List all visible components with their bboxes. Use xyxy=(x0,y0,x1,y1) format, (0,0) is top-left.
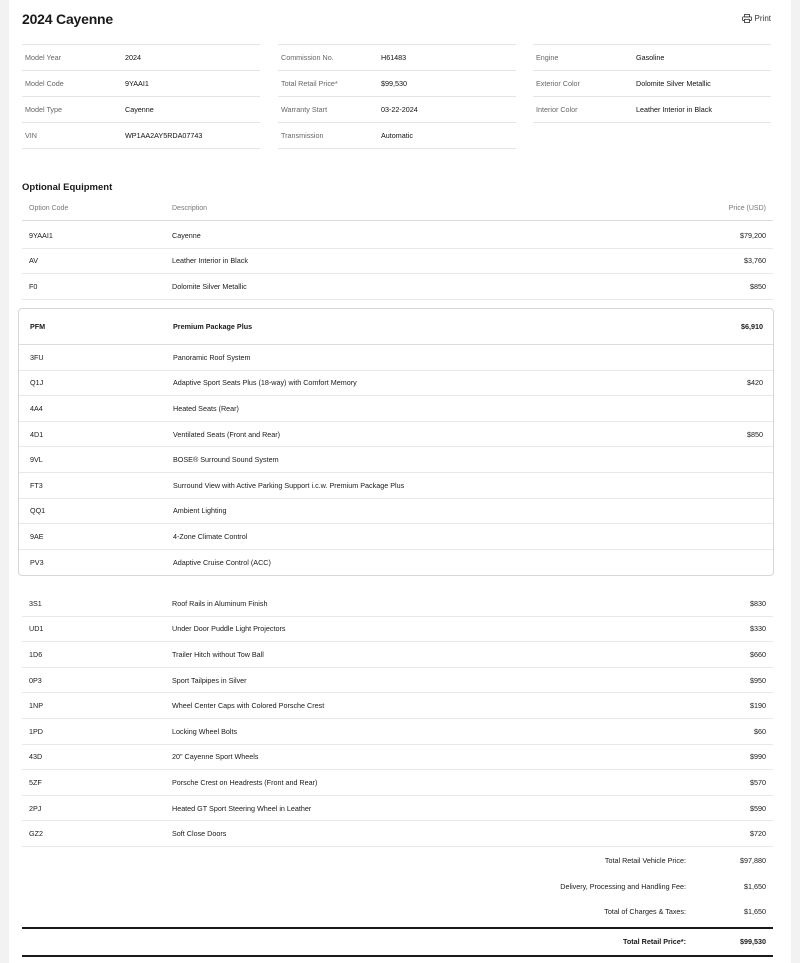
option-code: 9VL xyxy=(30,455,43,465)
spec-value: $99,530 xyxy=(381,79,407,88)
option-price: $950 xyxy=(750,675,766,685)
option-code: F0 xyxy=(29,281,38,291)
spec-row xyxy=(278,96,516,122)
option-description: Panoramic Roof System xyxy=(173,352,251,362)
table-row xyxy=(22,668,773,694)
spec-value: WP1AA2AY5RDA07743 xyxy=(125,131,203,140)
table-row xyxy=(22,591,773,617)
page-title: 2024 Cayenne xyxy=(22,11,113,27)
option-description: Soft Close Doors xyxy=(172,829,227,839)
option-price: $990 xyxy=(750,752,766,762)
option-code: 4D1 xyxy=(30,429,44,439)
option-code: AV xyxy=(29,256,39,266)
spec-label: Commission No. xyxy=(281,53,334,62)
spec-value: 9YAAI1 xyxy=(125,79,149,88)
spec-row xyxy=(533,96,771,123)
table-row xyxy=(22,617,773,643)
spec-column-1 xyxy=(22,44,260,149)
option-description: Ambient Lighting xyxy=(173,506,227,516)
table-row xyxy=(22,796,773,822)
spec-value: 2024 xyxy=(125,53,141,62)
spec-label: Total Retail Price* xyxy=(281,79,338,88)
spec-row xyxy=(278,44,516,70)
option-description: Wheel Center Caps with Colored Porsche Crest xyxy=(172,701,325,711)
option-code: UD1 xyxy=(29,624,44,634)
option-price: $6,910 xyxy=(741,322,763,331)
spec-label: Warranty Start xyxy=(281,105,328,114)
total-label: Delivery, Processing and Handling Fee: xyxy=(560,881,686,891)
table-row xyxy=(22,223,773,249)
option-description: 4-Zone Climate Control xyxy=(173,531,248,541)
option-code: 3FU xyxy=(30,352,44,362)
price-totals xyxy=(22,848,773,957)
spec-row xyxy=(278,70,516,96)
option-price: $830 xyxy=(750,598,766,608)
table-row xyxy=(22,745,773,771)
table-row xyxy=(19,447,773,473)
option-price: $3,760 xyxy=(744,256,766,266)
total-row xyxy=(22,899,773,925)
option-code: 1D6 xyxy=(29,649,43,659)
option-description: Premium Package Plus xyxy=(173,322,253,331)
options-table-top xyxy=(22,223,773,300)
table-row xyxy=(19,396,773,422)
options-table-header xyxy=(22,197,773,221)
option-code: QQ1 xyxy=(30,506,46,516)
spec-row xyxy=(533,70,771,96)
spec-value: 03-22-2024 xyxy=(381,105,418,114)
premium-package-group xyxy=(18,308,774,576)
option-price: $850 xyxy=(747,429,763,439)
option-description: Ventilated Seats (Front and Rear) xyxy=(173,429,281,439)
option-code: 9YAAI1 xyxy=(29,230,53,240)
option-price: $570 xyxy=(750,777,766,787)
option-code: FT3 xyxy=(30,480,43,490)
spec-row xyxy=(22,70,260,96)
option-description: Dolomite Silver Metallic xyxy=(172,281,247,291)
table-row xyxy=(19,473,773,499)
option-price: $190 xyxy=(750,701,766,711)
spec-label: VIN xyxy=(25,131,37,140)
table-row xyxy=(19,499,773,525)
column-header-description: Description xyxy=(172,205,208,212)
total-label: Total Retail Vehicle Price: xyxy=(604,856,686,866)
total-value: $1,650 xyxy=(744,907,766,917)
total-row xyxy=(22,874,773,900)
spec-value: Cayenne xyxy=(125,105,154,114)
option-description: Locking Wheel Bolts xyxy=(172,726,238,736)
option-description: BOSE® Surround Sound System xyxy=(173,455,279,465)
window-sticker-page xyxy=(9,0,791,963)
table-row xyxy=(19,345,773,371)
option-code: GZ2 xyxy=(29,829,43,839)
option-description: Leather Interior in Black xyxy=(172,256,248,266)
option-code: 2PJ xyxy=(29,803,42,813)
option-code: PV3 xyxy=(30,558,44,568)
option-description: Under Door Puddle Light Projectors xyxy=(172,624,286,634)
column-header-code: Option Code xyxy=(29,205,69,212)
option-description: Sport Tailpipes in Silver xyxy=(172,675,247,685)
option-price: $850 xyxy=(750,281,766,291)
table-row xyxy=(19,422,773,448)
spec-label: Exterior Color xyxy=(536,79,580,88)
spec-label: Model Type xyxy=(25,105,63,114)
final-total-row xyxy=(22,927,773,957)
spec-row xyxy=(278,122,516,149)
option-description: 20" Cayenne Sport Wheels xyxy=(172,752,259,762)
final-total-label: Total Retail Price*: xyxy=(623,937,686,947)
printer-icon xyxy=(742,14,752,23)
table-row xyxy=(22,719,773,745)
total-label: Total of Charges & Taxes: xyxy=(604,907,686,917)
total-value: $97,880 xyxy=(740,856,766,866)
table-row xyxy=(22,770,773,796)
final-total-value: $99,530 xyxy=(740,937,766,947)
spec-value: Gasoline xyxy=(636,53,665,62)
spec-label: Engine xyxy=(536,53,559,62)
option-code: Q1J xyxy=(30,378,44,388)
spec-value: Automatic xyxy=(381,131,413,140)
table-row xyxy=(22,249,773,275)
option-description: Heated GT Sport Steering Wheel in Leather xyxy=(172,803,312,813)
option-description: Adaptive Cruise Control (ACC) xyxy=(173,558,271,568)
option-price: $330 xyxy=(750,624,766,634)
total-row xyxy=(22,848,773,874)
table-row xyxy=(22,274,773,300)
spec-label: Interior Color xyxy=(536,105,578,114)
table-row xyxy=(22,693,773,719)
option-code: 0P3 xyxy=(29,675,42,685)
option-code: 4A4 xyxy=(30,403,43,413)
option-code: 5ZF xyxy=(29,777,42,787)
total-value: $1,650 xyxy=(744,881,766,891)
option-code: 1NP xyxy=(29,701,43,711)
table-row xyxy=(19,550,773,576)
option-description: Surround View with Active Parking Support i.c.w. Premium Package Plus xyxy=(173,480,405,490)
table-row xyxy=(19,524,773,550)
spec-column-3 xyxy=(533,44,771,123)
table-row xyxy=(22,821,773,847)
option-code: 43D xyxy=(29,752,43,762)
option-price: $660 xyxy=(750,649,766,659)
option-code: 1PD xyxy=(29,726,43,736)
option-description: Porsche Crest on Headrests (Front and Rear) xyxy=(172,777,318,787)
option-description: Trailer Hitch without Tow Ball xyxy=(172,649,264,659)
option-price: $420 xyxy=(747,378,763,388)
spec-label: Model Code xyxy=(25,79,64,88)
spec-row xyxy=(533,44,771,70)
spec-label: Model Year xyxy=(25,53,61,62)
table-row xyxy=(19,371,773,397)
table-row xyxy=(22,642,773,668)
spec-row xyxy=(22,96,260,122)
package-header-row xyxy=(19,309,773,345)
option-price: $720 xyxy=(750,829,766,839)
option-code: PFM xyxy=(30,322,46,331)
spec-row xyxy=(22,122,260,149)
option-price: $60 xyxy=(754,726,766,736)
option-code: 3S1 xyxy=(29,598,42,608)
spec-row xyxy=(22,44,260,70)
spec-label: Transmission xyxy=(281,131,324,140)
spec-value: Dolomite Silver Metallic xyxy=(636,79,711,88)
spec-value: Leather Interior in Black xyxy=(636,105,712,114)
spec-column-2 xyxy=(278,44,516,149)
option-price: $590 xyxy=(750,803,766,813)
print-label: Print xyxy=(754,14,771,23)
option-description: Roof Rails in Aluminum Finish xyxy=(172,598,268,608)
spec-value: H61483 xyxy=(381,53,407,62)
option-code: 9AE xyxy=(30,531,44,541)
options-table-bottom xyxy=(22,591,773,847)
option-description: Adaptive Sport Seats Plus (18-way) with Comfort Memory xyxy=(173,378,357,388)
print-button[interactable] xyxy=(742,14,771,23)
column-header-price: Price (USD) xyxy=(728,205,766,212)
option-description: Heated Seats (Rear) xyxy=(173,403,239,413)
optional-equipment-heading: Optional Equipment xyxy=(22,182,113,193)
option-description: Cayenne xyxy=(172,230,201,240)
option-price: $79,200 xyxy=(740,230,766,240)
